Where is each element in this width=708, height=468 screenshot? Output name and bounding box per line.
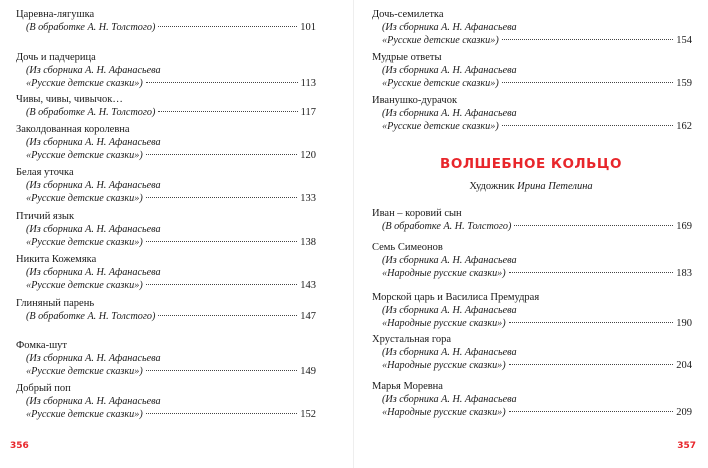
entry-page-number: 183 xyxy=(676,268,692,279)
toc-entry xyxy=(16,253,316,292)
entry-source xyxy=(16,192,316,205)
entry-source-text: (В обработке А. Н. Толстого) xyxy=(26,107,156,118)
entry-title: Морской царь и Василиса Премудрая xyxy=(372,292,540,303)
page-number-right: 357 xyxy=(677,441,696,451)
entry-source xyxy=(16,77,316,90)
entry-title: Чивы, чивы, чивычок… xyxy=(16,94,123,105)
toc-entry xyxy=(372,51,692,90)
entry-page-number: 149 xyxy=(300,366,316,377)
entry-title: Семь Симеонов xyxy=(372,242,443,253)
entry-page-number: 101 xyxy=(300,22,316,33)
right-page xyxy=(354,0,708,468)
toc-entry xyxy=(372,8,692,47)
dot-leader xyxy=(502,39,674,40)
entry-source xyxy=(16,106,316,119)
entry-page-number: 147 xyxy=(300,311,316,322)
entry-source: (Из сборника А. Н. Афанасьева xyxy=(382,22,517,33)
entry-source-text: (В обработке А. Н. Толстого) xyxy=(382,221,512,232)
entry-source: (Из сборника А. Н. Афанасьева xyxy=(382,65,517,76)
toc-entry xyxy=(16,8,316,34)
entry-title: Дочь и падчерица xyxy=(16,52,96,63)
entry-page-number: 204 xyxy=(676,360,692,371)
entry-title: Глиняный парень xyxy=(16,298,95,309)
entry-source-text: «Русские детские сказки») xyxy=(26,366,143,377)
entry-source-text: «Русские детские сказки») xyxy=(26,78,143,89)
entry-page-number: 117 xyxy=(300,107,316,118)
entry-source-text: «Русские детские сказки») xyxy=(382,78,499,89)
entry-source xyxy=(372,77,692,90)
entry-page-number: 169 xyxy=(676,221,692,232)
entry-source xyxy=(372,34,692,47)
entry-source xyxy=(16,365,316,378)
dot-leader xyxy=(146,197,298,198)
section-title: ВОЛШЕБНОЕ КОЛЬЦО xyxy=(440,156,622,172)
entry-page-number: 120 xyxy=(300,150,316,161)
entry-source-text: «Русские детские сказки») xyxy=(382,35,499,46)
entry-source: (Из сборника А. Н. Афанасьева xyxy=(26,224,161,235)
dot-leader xyxy=(509,322,674,323)
entry-title: Дочь-семилетка xyxy=(372,9,444,20)
entry-source: (Из сборника А. Н. Афанасьева xyxy=(26,180,161,191)
artist-credit xyxy=(354,181,708,192)
toc-entry xyxy=(16,123,316,162)
entry-page-number: 159 xyxy=(676,78,692,89)
toc-entry xyxy=(16,210,316,249)
toc-entry xyxy=(372,241,692,280)
dot-leader xyxy=(514,225,673,226)
toc-entry xyxy=(16,93,316,119)
entry-source xyxy=(372,120,692,133)
entry-title: Птичий язык xyxy=(16,211,75,222)
dot-leader xyxy=(146,82,298,83)
dot-leader xyxy=(158,111,297,112)
entry-page-number: 209 xyxy=(676,407,692,418)
toc-entry xyxy=(372,94,692,133)
entry-source xyxy=(372,267,692,280)
toc-entry xyxy=(372,291,692,330)
entry-page-number: 154 xyxy=(676,35,692,46)
dot-leader xyxy=(158,26,297,27)
page-number-left: 356 xyxy=(10,441,29,451)
entry-source xyxy=(372,317,692,330)
entry-page-number: 133 xyxy=(300,193,316,204)
dot-leader xyxy=(146,370,298,371)
dot-leader xyxy=(146,154,298,155)
dot-leader xyxy=(146,413,298,414)
entry-source-text: (В обработке А. Н. Толстого) xyxy=(26,22,156,33)
entry-source: (Из сборника А. Н. Афанасьева xyxy=(382,394,517,405)
entry-source-text: «Русские детские сказки») xyxy=(26,237,143,248)
toc-entry xyxy=(372,333,692,372)
toc-entry xyxy=(372,207,692,233)
entry-title: Марья Моревна xyxy=(372,381,443,392)
toc-entry xyxy=(372,380,692,419)
dot-leader xyxy=(509,272,674,273)
entry-source-text: «Народные русские сказки») xyxy=(382,318,506,329)
entry-title: Мудрые ответы xyxy=(372,52,442,63)
dot-leader xyxy=(509,411,674,412)
entry-page-number: 138 xyxy=(300,237,316,248)
entry-title: Царевна-лягушка xyxy=(16,9,95,20)
dot-leader xyxy=(146,284,298,285)
entry-source-text: «Русские детские сказки») xyxy=(26,409,143,420)
entry-source xyxy=(16,310,316,323)
toc-entry xyxy=(16,51,316,90)
entry-title: Никита Кожемяка xyxy=(16,254,97,265)
entry-source xyxy=(372,220,692,233)
toc-entry xyxy=(16,297,316,323)
entry-source: (Из сборника А. Н. Афанасьева xyxy=(26,65,161,76)
entry-title: Фомка-шут xyxy=(16,340,68,351)
entry-source: (Из сборника А. Н. Афанасьева xyxy=(26,267,161,278)
entry-source-text: «Русские детские сказки») xyxy=(26,193,143,204)
dot-leader xyxy=(146,241,298,242)
entry-source xyxy=(372,359,692,372)
dot-leader xyxy=(158,315,297,316)
entry-title: Заколдованная королевна xyxy=(16,124,130,135)
dot-leader xyxy=(502,82,674,83)
entry-source: (Из сборника А. Н. Афанасьева xyxy=(382,305,517,316)
entry-source: (Из сборника А. Н. Афанасьева xyxy=(26,353,161,364)
entry-source-text: «Русские детские сказки») xyxy=(26,150,143,161)
entry-title: Добрый поп xyxy=(16,383,71,394)
entry-page-number: 152 xyxy=(300,409,316,420)
artist-label: Художник xyxy=(469,181,515,192)
entry-source xyxy=(16,149,316,162)
entry-source: (Из сборника А. Н. Афанасьева xyxy=(26,396,161,407)
dot-leader xyxy=(509,364,674,365)
entry-source-text: «Народные русские сказки») xyxy=(382,407,506,418)
entry-source: (Из сборника А. Н. Афанасьева xyxy=(382,108,517,119)
toc-entry xyxy=(16,339,316,378)
entry-source xyxy=(16,21,316,34)
entry-source: (Из сборника А. Н. Афанасьева xyxy=(382,347,517,358)
entry-source-text: (В обработке А. Н. Толстого) xyxy=(26,311,156,322)
entry-page-number: 143 xyxy=(300,280,316,291)
entry-source xyxy=(16,279,316,292)
entry-title: Иван – коровий сын xyxy=(372,208,462,219)
dot-leader xyxy=(502,125,674,126)
entry-title: Белая уточка xyxy=(16,167,74,178)
entry-source xyxy=(16,408,316,421)
artist-name: Ирина Петелина xyxy=(517,181,593,192)
toc-entry xyxy=(16,382,316,421)
entry-title: Иванушко-дурачок xyxy=(372,95,458,106)
entry-source-text: «Народные русские сказки») xyxy=(382,360,506,371)
entry-source xyxy=(16,236,316,249)
entry-source: (Из сборника А. Н. Афанасьева xyxy=(382,255,517,266)
entry-source xyxy=(372,406,692,419)
entry-page-number: 162 xyxy=(676,121,692,132)
entry-source-text: «Русские детские сказки») xyxy=(382,121,499,132)
entry-page-number: 113 xyxy=(300,78,316,89)
entry-source-text: «Народные русские сказки») xyxy=(382,268,506,279)
entry-source: (Из сборника А. Н. Афанасьева xyxy=(26,137,161,148)
toc-entry xyxy=(16,166,316,205)
entry-page-number: 190 xyxy=(676,318,692,329)
entry-source-text: «Русские детские сказки») xyxy=(26,280,143,291)
entry-title: Хрустальная гора xyxy=(372,334,452,345)
